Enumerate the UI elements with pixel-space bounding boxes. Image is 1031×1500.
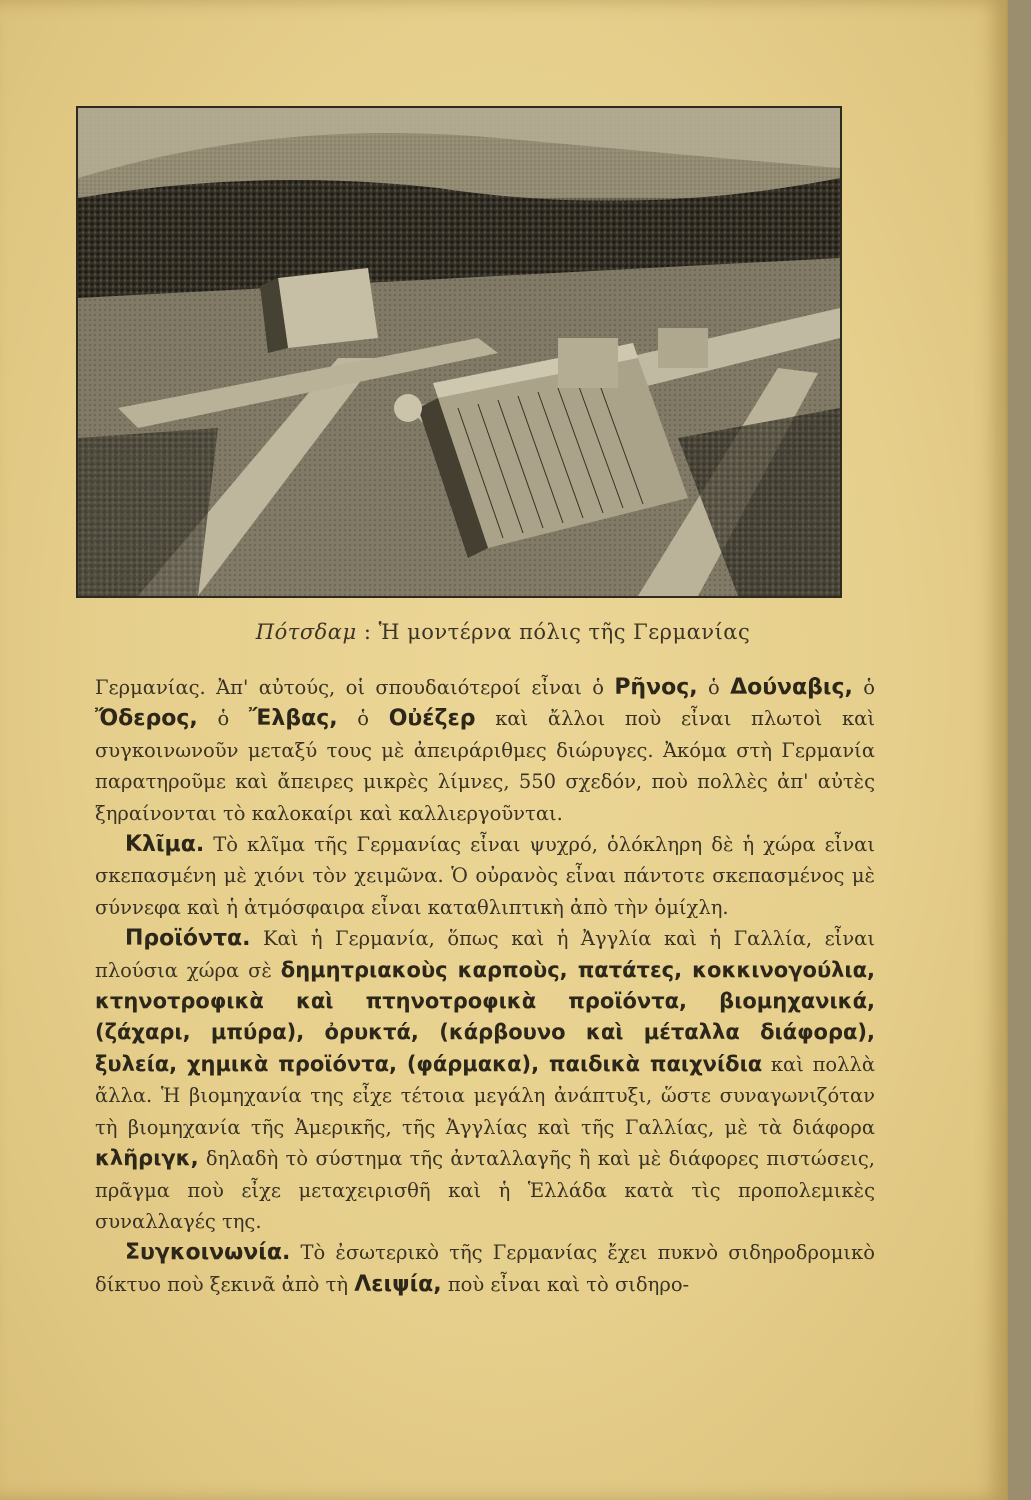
body-text xyxy=(95,672,875,1300)
term-leipzig: Λειψία, xyxy=(354,1271,442,1297)
term-oder: Ὄδερος, xyxy=(95,706,198,732)
paragraph-rivers: Γερμανίας. Ἀπ' αὐτούς, οἱ σπουδαιότεροί εἶναι ὁ Ρῆνος, ὁ Δούναβις, ὁ Ὄδερος, ὁ Ἔλβας, ὁ Οὐέζερ καὶ ἄλλοι ποὺ εἶναι πλωτοὶ καὶ συγκοινωνοῦν μεταξύ τους μὲ ἀπειράριθμες διώρυγες. Ἀκόμα στὴ Γερμανία παρατηροῦμε καὶ ἄπειρες μικρὲς λίμνες, 550 σχεδόν, ποὺ πολλὲς ἀπ' αὐτὲς ξηραίνονται τὸ καλοκαίρι καὶ καλλιεργοῦνται. xyxy=(95,675,876,825)
term-rhine: Ρῆνος, xyxy=(614,675,698,700)
heading-climate: Κλῖμα. xyxy=(125,832,205,858)
photo-caption xyxy=(0,620,1006,644)
term-elbe: Ἔλβας, xyxy=(248,706,338,732)
term-weser: Οὐέζερ xyxy=(388,706,476,732)
paragraph-climate: Κλῖμα. Τὸ κλῖμα τῆς Γερμανίας εἶναι ψυχρό, ὁλόκληρη δὲ ἡ χώρα εἶναι σκεπασμένη μὲ χιόνι τὸν χειμῶνα. Ὁ οὐρανὸς εἶναι πάντοτε σκεπασμένος μὲ σύννεφα καὶ ἡ ἀτμόσφαιρα εἶναι καταθλιπτικὴ ἀπὸ τὴν ὁμίχλη. xyxy=(95,832,875,919)
heading-transport: Συγκοινωνία. xyxy=(125,1240,291,1266)
term-clearing: κλῆριγκ, xyxy=(95,1146,199,1171)
photo-illustration xyxy=(78,108,840,596)
paragraph-products: Προϊόντα. Καὶ ἡ Γερμανία, ὅπως καὶ ἡ Ἀγγλία καὶ ἡ Γαλλία, εἶναι πλούσια χώρα σὲ δημητριακοὺς καρποὺς, πατάτες, κοκκινογούλια, κτηνοτροφικὰ καὶ πτηνοτροφικὰ προϊόντα, βιομηχανικά, (ζάχαρι, μπύρα), ὀρυκτά, (κάρβουνο καὶ μέταλλα διάφορα), ξυλεία, χημικὰ προϊόντα, (φάρμακα), παιδικὰ παιχνίδια καὶ πολλὰ ἄλλα. Ἡ βιομηχανία της εἶχε τέτοια μεγάλη ἀνάπτυξι, ὥστε συναγωνιζόταν τὴ βιομηχανία τῆς Ἀμερικῆς, τῆς Ἀγγλίας καὶ τῆς Γαλλίας, μὲ τὰ διάφορα κλῆριγκ, δηλαδὴ τὸ σύστημα τῆς ἀνταλλαγῆς ἢ καὶ μὲ διάφορες πιστώσεις, πρᾶγμα ποὺ εἶχε μεταχειρισθῆ καὶ ἡ Ἑλλάδα κατὰ τὶς προπολεμικὲς συναλλαγές της. xyxy=(95,926,876,1233)
caption-place: Πότσδαμ xyxy=(255,620,357,644)
heading-products: Προϊόντα. xyxy=(125,926,251,952)
paragraph-transport: Συγκοινωνία. Τὸ ἐσωτερικὸ τῆς Γερμανίας ἔχει πυκνὸ σιδηροδρομικὸ δίκτυο ποὺ ξεκινᾶ ἀπὸ τὴ Λειψία, ποὺ εἶναι καὶ τὸ σιδηρο- xyxy=(95,1240,875,1297)
caption-separator: : xyxy=(356,620,379,644)
term-danube: Δούναβις, xyxy=(730,675,853,700)
products-list: δημητριακοὺς καρποὺς, πατάτες, κοκκινογούλια, κτηνοτροφικὰ καὶ πτηνοτροφικὰ προϊόντα, βιομηχανικά, (ζάχαρι, μπύρα), ὀρυκτά, (κάρβουνο καὶ μέταλλα διάφορα), ξυλεία, χημικὰ προϊόντα, (φάρμακα), παιδικὰ παιχνίδια xyxy=(95,957,875,1076)
caption-text: Ἡ μοντέρνα πόλις τῆς Γερμανίας xyxy=(378,620,751,644)
potsdam-aerial-photo xyxy=(78,108,840,596)
